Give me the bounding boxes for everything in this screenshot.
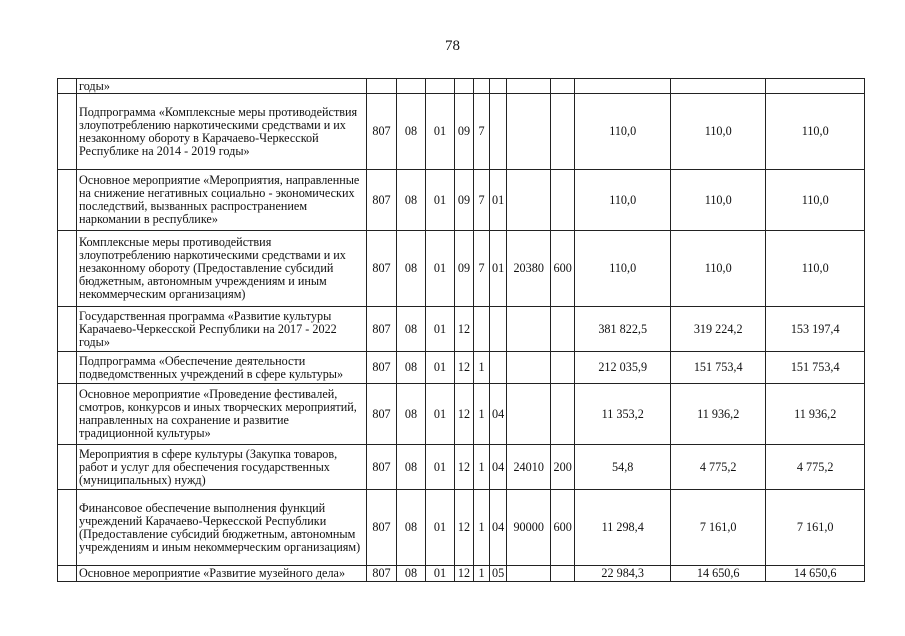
code-cell [474,307,490,352]
blank-cell [58,445,77,490]
code-cell: 01 [490,231,507,307]
name-cell: Мероприятия в сфере культуры (Закупка товаров, работ и услуг для обеспечения государственных (муниципальных) нужд) [77,445,367,490]
code-cell: 807 [367,170,397,231]
blank-cell [58,352,77,384]
code-cell: 12 [455,384,474,445]
budget-table [57,78,865,582]
code-cell: 08 [397,352,426,384]
amount-cell: 110,0 [766,94,865,170]
code-cell: 1 [474,490,490,566]
code-cell: 08 [397,94,426,170]
code-cell: 807 [367,384,397,445]
code-cell: 08 [397,445,426,490]
amount-cell [766,79,865,94]
code-cell [490,94,507,170]
code-cell: 01 [490,170,507,231]
code-cell: 12 [455,307,474,352]
code-cell: 24010 [507,445,551,490]
name-cell: годы» [77,79,367,94]
table-row [58,307,865,352]
code-cell: 01 [426,170,455,231]
table-row [58,445,865,490]
code-cell [426,79,455,94]
code-cell: 01 [426,490,455,566]
code-cell: 1 [474,352,490,384]
amount-cell: 110,0 [575,94,671,170]
code-cell [507,307,551,352]
name-cell: Основное мероприятие «Развитие музейного дела» [77,566,367,582]
name-cell: Основное мероприятие «Проведение фестивалей, смотров, конкурсов и иных творческих мероприятий, направленных на сохранение и развитие традиционной культуры» [77,384,367,445]
amount-cell: 14 650,6 [671,566,766,582]
amount-cell: 110,0 [671,94,766,170]
name-cell: Подпрограмма «Обеспечение деятельности подведомственных учреждений в сфере культуры» [77,352,367,384]
code-cell [455,79,474,94]
code-cell: 7 [474,94,490,170]
code-cell: 08 [397,307,426,352]
code-cell: 01 [426,445,455,490]
blank-cell [58,94,77,170]
amount-cell: 110,0 [575,170,671,231]
code-cell: 04 [490,490,507,566]
code-cell [507,352,551,384]
table-row [58,490,865,566]
code-cell: 807 [367,490,397,566]
code-cell [490,352,507,384]
code-cell: 01 [426,566,455,582]
amount-cell: 110,0 [671,231,766,307]
code-cell: 09 [455,94,474,170]
amount-cell: 151 753,4 [671,352,766,384]
amount-cell [671,79,766,94]
code-cell: 807 [367,352,397,384]
blank-cell [58,170,77,231]
code-cell: 600 [551,231,575,307]
code-cell [507,566,551,582]
amount-cell: 212 035,9 [575,352,671,384]
code-cell: 12 [455,352,474,384]
amount-cell: 381 822,5 [575,307,671,352]
table-row [58,384,865,445]
table-row [58,566,865,582]
code-cell: 12 [455,566,474,582]
table-row [58,231,865,307]
table-row [58,352,865,384]
code-cell: 1 [474,566,490,582]
code-cell: 1 [474,384,490,445]
blank-cell [58,231,77,307]
code-cell: 08 [397,170,426,231]
amount-cell: 11 353,2 [575,384,671,445]
amount-cell: 54,8 [575,445,671,490]
blank-cell [58,384,77,445]
code-cell [551,352,575,384]
amount-cell: 151 753,4 [766,352,865,384]
amount-cell: 110,0 [671,170,766,231]
code-cell: 600 [551,490,575,566]
amount-cell: 11 298,4 [575,490,671,566]
code-cell [490,79,507,94]
code-cell: 01 [426,384,455,445]
code-cell: 12 [455,490,474,566]
name-cell: Комплексные меры противодействия злоупотреблению наркотическими средствами и их незаконному обороту (Предоставление субсидий бюджетным, автономным учреждениям и иным некоммерческим организациям) [77,231,367,307]
amount-cell: 14 650,6 [766,566,865,582]
code-cell [507,94,551,170]
code-cell: 08 [397,231,426,307]
code-cell: 08 [397,490,426,566]
code-cell [507,384,551,445]
code-cell [551,79,575,94]
amount-cell: 110,0 [766,231,865,307]
blank-cell [58,79,77,94]
name-cell: Государственная программа «Развитие культуры Карачаево-Черкесской Республики на 2017 - 2022 годы» [77,307,367,352]
code-cell: 04 [490,384,507,445]
code-cell [507,79,551,94]
amount-cell: 110,0 [766,170,865,231]
code-cell: 90000 [507,490,551,566]
code-cell: 08 [397,384,426,445]
code-cell: 04 [490,445,507,490]
amount-cell: 153 197,4 [766,307,865,352]
blank-cell [58,307,77,352]
blank-cell [58,566,77,582]
amount-cell: 319 224,2 [671,307,766,352]
code-cell: 09 [455,231,474,307]
code-cell: 01 [426,307,455,352]
code-cell [551,170,575,231]
name-cell: Подпрограмма «Комплексные меры противодействия злоупотреблению наркотическими средствами и их незаконному обороту в Карачаево-Черкесской Республике на 2014 - 2019 годы» [77,94,367,170]
code-cell: 7 [474,231,490,307]
code-cell [490,307,507,352]
code-cell: 807 [367,231,397,307]
amount-cell: 7 161,0 [766,490,865,566]
page-number: 78 [445,38,460,54]
code-cell: 01 [426,352,455,384]
code-cell [551,307,575,352]
amount-cell: 7 161,0 [671,490,766,566]
code-cell [507,170,551,231]
code-cell: 807 [367,94,397,170]
table-row [58,79,865,94]
code-cell: 05 [490,566,507,582]
code-cell: 807 [367,307,397,352]
code-cell: 200 [551,445,575,490]
name-cell: Основное мероприятие «Мероприятия, направленные на снижение негативных социально - экономических последствий, вызванных распространением наркомании в республике» [77,170,367,231]
amount-cell: 4 775,2 [766,445,865,490]
code-cell [397,79,426,94]
amount-cell [575,79,671,94]
code-cell: 1 [474,445,490,490]
code-cell: 7 [474,170,490,231]
amount-cell: 11 936,2 [766,384,865,445]
table-row [58,170,865,231]
table-row [58,94,865,170]
amount-cell: 110,0 [575,231,671,307]
code-cell [551,384,575,445]
code-cell: 12 [455,445,474,490]
code-cell [474,79,490,94]
code-cell: 807 [367,566,397,582]
amount-cell: 22 984,3 [575,566,671,582]
code-cell: 09 [455,170,474,231]
code-cell [551,94,575,170]
blank-cell [58,490,77,566]
amount-cell: 4 775,2 [671,445,766,490]
amount-cell: 11 936,2 [671,384,766,445]
name-cell: Финансовое обеспечение выполнения функций учреждений Карачаево-Черкесской Республики (Предоставление субсидий бюджетным, автономным учреждениям и иным некоммерческим организациям) [77,490,367,566]
code-cell: 20380 [507,231,551,307]
code-cell [551,566,575,582]
code-cell: 01 [426,231,455,307]
code-cell: 08 [397,566,426,582]
code-cell: 807 [367,445,397,490]
code-cell: 01 [426,94,455,170]
code-cell [367,79,397,94]
